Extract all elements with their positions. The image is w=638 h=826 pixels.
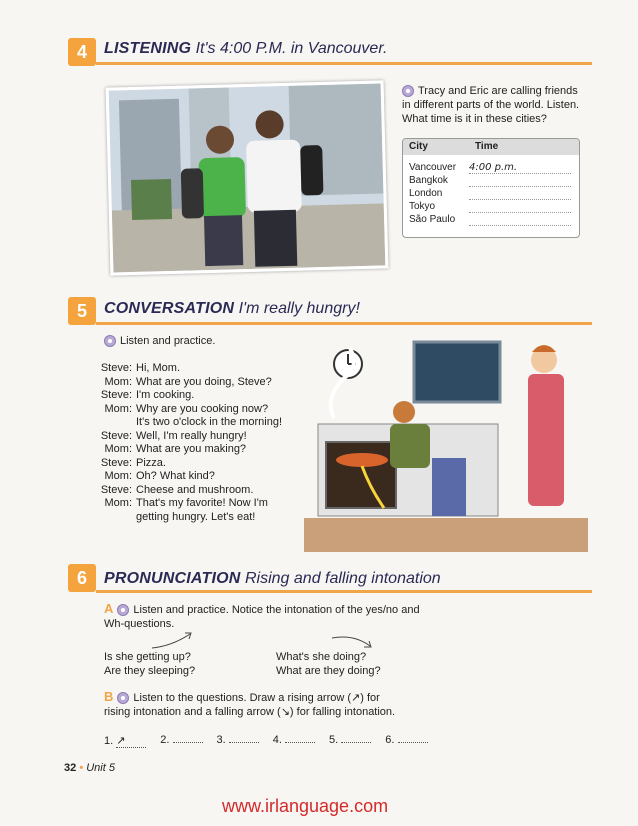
kitchen-illustration [304, 338, 588, 552]
line-text: Why are you cooking now? [136, 402, 269, 415]
city-time-table [402, 138, 580, 238]
part-a-instructions-line2: Wh-questions. [104, 618, 175, 630]
dialog-line [96, 416, 306, 430]
part-b-instructions-line1: Listen to the questions. Draw a rising arrow (↗) for [133, 692, 380, 704]
section-4-title [104, 40, 388, 58]
line-text: getting hungry. Let's eat! [136, 510, 256, 523]
line-text: Oh? What kind? [136, 470, 215, 482]
answer-item [273, 734, 315, 748]
speaker: Steve: [100, 483, 132, 496]
time-field[interactable] [469, 200, 571, 213]
section-6-subtitle: Rising and falling intonation [244, 570, 441, 587]
dialog-line [96, 497, 306, 511]
answer-number: 6. [385, 734, 395, 746]
city-cell: Tokyo [409, 201, 436, 212]
table-row [403, 161, 579, 174]
conversation-dialog [96, 362, 306, 524]
table-row [403, 187, 579, 200]
table-body [403, 155, 579, 226]
watermark-url[interactable]: www.irlanguage.com [222, 796, 389, 816]
answer-number: 4. [272, 734, 282, 746]
line-text: Pizza. [136, 456, 166, 469]
photo-illustration [109, 83, 386, 272]
header-city: City [409, 141, 428, 152]
part-b-instructions [104, 690, 444, 719]
page-number: 32 [64, 762, 77, 774]
section-6-heading: PRONUNCIATION [104, 570, 241, 587]
speaker [96, 511, 136, 525]
speaker: Mom: [104, 443, 132, 455]
section-4-number: 4 [68, 38, 96, 66]
dialog-line [96, 376, 306, 390]
dialog-line [96, 484, 306, 498]
dialog-line [96, 470, 306, 484]
answer-item [329, 734, 371, 748]
kitchen-drawing [304, 338, 588, 552]
answer-blank[interactable]: ↗ [116, 734, 146, 748]
section-5-instructions: Listen and practice. [120, 335, 216, 347]
speaker: Mom: [104, 470, 132, 482]
dialog-line [96, 389, 306, 403]
part-b-label: B [104, 689, 114, 704]
audio-icon[interactable] [104, 335, 116, 347]
section-6-rule [96, 590, 592, 593]
yes-no-questions [104, 650, 195, 678]
dialog-line [96, 457, 306, 471]
answer-number: 2. [160, 734, 170, 746]
line-text: Hi, Mom. [136, 362, 180, 374]
city-cell: São Paulo [409, 214, 456, 225]
answer-item [217, 734, 259, 748]
speaker: Mom: [104, 402, 132, 415]
wh-question: What's she doing? [276, 651, 367, 663]
answer-item [160, 734, 202, 748]
speaker [96, 416, 136, 430]
footer-bullet: • [79, 762, 84, 774]
answer-blank[interactable] [285, 742, 315, 743]
speaker: Mom: [104, 497, 132, 509]
answer-blank[interactable] [229, 742, 259, 743]
dialog-line [96, 403, 306, 417]
wh-questions [276, 650, 381, 678]
dialog-line [96, 443, 306, 457]
part-a-instructions [104, 602, 464, 631]
line-text: That's my favorite! Now I'm [136, 497, 268, 509]
city-cell: Bangkok [409, 175, 448, 186]
section-4-rule [96, 62, 592, 65]
line-text: Well, I'm really hungry! [136, 429, 247, 442]
dialog-line [96, 511, 306, 525]
table-row [403, 200, 579, 213]
section-5-rule [96, 322, 592, 325]
audio-icon[interactable] [117, 692, 129, 704]
answer-item [385, 734, 427, 748]
answer-blank[interactable] [341, 742, 371, 743]
line-text: I'm cooking. [136, 389, 195, 401]
line-text: It's two o'clock in the morning! [136, 416, 283, 428]
line-text: Cheese and mushroom. [136, 483, 254, 496]
section-4-instructions: Tracy and Eric are calling friends in different parts of the world. Listen. What time is it in these cities? [402, 85, 580, 125]
speaker: Steve: [100, 362, 132, 374]
answer-number: 1. [104, 735, 114, 747]
section-5-subtitle: I'm really hungry! [238, 300, 360, 317]
line-text: What are you making? [136, 443, 247, 455]
section-4-heading: LISTENING [104, 40, 192, 57]
section-5-heading: CONVERSATION [104, 300, 235, 317]
yes-no-question: Are they sleeping? [104, 665, 196, 677]
photo-tracy-eric [106, 80, 389, 275]
yes-no-question: Is she getting up? [104, 651, 191, 663]
city-cell: Vancouver [409, 162, 457, 173]
section-5-number: 5 [68, 297, 96, 325]
answer-blanks [104, 734, 428, 748]
section-4-subtitle: It's 4:00 P.M. in Vancouver. [195, 40, 388, 57]
audio-icon[interactable] [117, 604, 129, 616]
speaker: Steve: [100, 429, 132, 442]
time-field[interactable]: 4:00 p.m. [469, 161, 571, 174]
speaker: Steve: [100, 389, 132, 401]
falling-arrow-icon [330, 632, 376, 652]
section-6-number: 6 [68, 564, 96, 592]
part-a-label: A [104, 601, 114, 616]
answer-blank[interactable] [398, 742, 428, 743]
answer-number: 5. [329, 734, 339, 746]
answer-blank[interactable] [173, 742, 203, 743]
page-footer [64, 762, 115, 774]
section-4-instructions-wrap [402, 84, 584, 126]
header-time: Time [475, 141, 499, 152]
line-text: What are you doing, Steve? [136, 375, 272, 388]
table-row [403, 213, 579, 226]
city-cell: London [409, 188, 443, 199]
dialog-line [96, 362, 306, 376]
speaker: Steve: [100, 456, 132, 469]
wh-question: What are they doing? [276, 665, 381, 677]
answer-item [104, 734, 146, 748]
section-5-title [104, 300, 360, 318]
part-b-instructions-line2: rising intonation and a falling arrow (↘) for falling intonation. [104, 706, 396, 718]
section-5-instructions-wrap [104, 334, 215, 348]
speaker: Mom: [104, 375, 132, 388]
dialog-line [96, 430, 306, 444]
table-row [403, 174, 579, 187]
audio-icon[interactable] [402, 85, 414, 97]
time-field[interactable] [469, 174, 571, 187]
time-field[interactable] [469, 213, 571, 226]
section-6-title [104, 570, 441, 588]
rising-arrow-icon [150, 630, 196, 650]
unit-label: Unit 5 [86, 762, 115, 774]
part-a-instructions-line1: Listen and practice. Notice the intonation of the yes/no and [133, 604, 420, 616]
time-field[interactable] [469, 187, 571, 200]
table-header [403, 139, 579, 155]
answer-number: 3. [216, 734, 226, 746]
